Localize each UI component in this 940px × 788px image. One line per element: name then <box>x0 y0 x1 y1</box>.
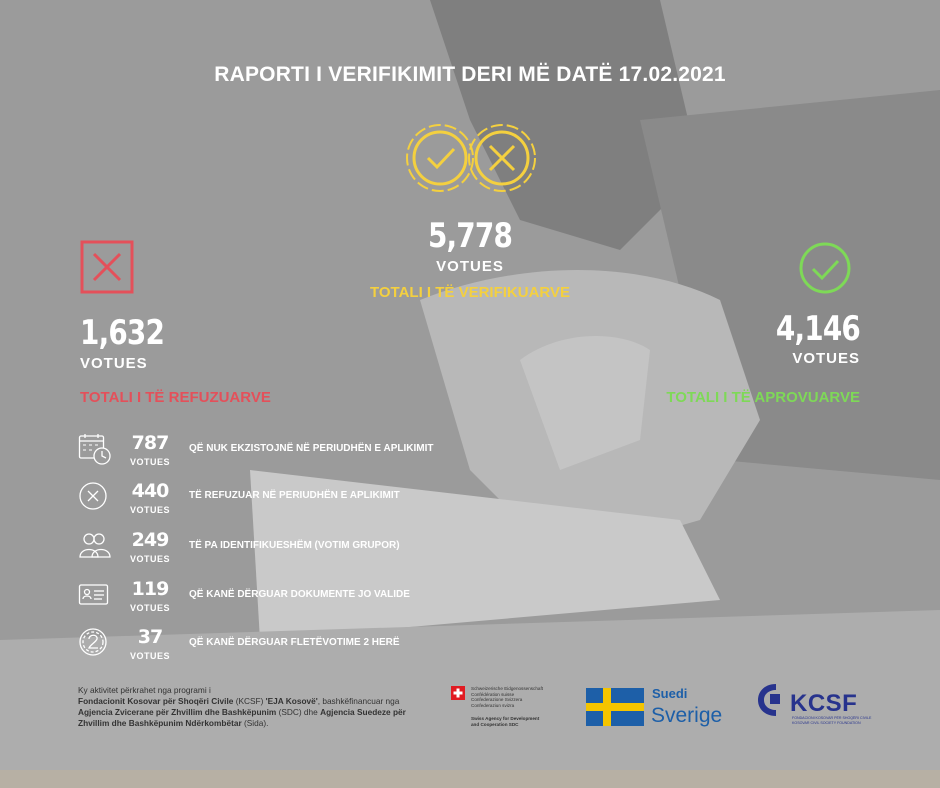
footer-abbr-sdc: (SDC) dhe <box>278 707 318 717</box>
swiss-agency-text <box>471 716 539 727</box>
breakdown-value-0: 787 <box>131 432 169 454</box>
footer-abbr-kcsf: (KCSF) <box>235 696 264 706</box>
footer-org-kcsf: Fondacionit Kosovar për Shoqëri Civile <box>78 696 234 706</box>
breakdown-unit-0: VOTUES <box>129 457 170 467</box>
approved-check-circle-icon <box>797 240 853 296</box>
sida-logo-top: Suedi <box>652 686 688 701</box>
breakdown-text-0: QË NUK EKZISTOJNË NË PERIUDHËN E APLIKIMIT <box>189 443 434 454</box>
breakdown-unit-4: VOTUES <box>129 651 170 661</box>
breakdown-value-4: 37 <box>137 626 163 648</box>
footer-org-sdc: Agjencia Zvicerane për Zhvillim dhe Bashkëpunim <box>78 707 277 717</box>
verified-total-value: 5,778 <box>427 216 513 256</box>
calendar-clock-icon <box>78 432 112 466</box>
breakdown-text-4: QË KANË DËRGUAR FLETËVOTIME 2 HERË <box>189 637 400 648</box>
breakdown-text-3: QË KANË DËRGUAR DOKUMENTE JO VALIDE <box>189 589 410 600</box>
breakdown-unit-1: VOTUES <box>129 505 170 515</box>
breakdown-value-1: 440 <box>131 480 169 502</box>
kcsf-logo-subtext <box>792 716 871 725</box>
swiss-logo-text <box>471 686 543 708</box>
id-card-icon <box>78 579 112 613</box>
sida-logo-bottom: Sverige <box>651 704 723 727</box>
approved-total-label: TOTALI I TË APROVUARVE <box>666 389 860 406</box>
swiss-line-4: Confederaziun svizra <box>471 702 515 708</box>
page-title: RAPORTI I VERIFIKIMIT DERI MË DATË 17.02.2021 <box>214 63 726 86</box>
swiss-agency-line-1: Swiss Agency for Development <box>471 716 540 721</box>
breakdown-text-2: TË PA IDENTIFIKUESHËM (VOTIM GRUPOR) <box>189 540 400 551</box>
footer-abbr-sida: (Sida). <box>243 718 269 728</box>
kcsf-logo-icon <box>758 682 790 718</box>
footer-intro: Ky aktivitet përkrahet nga programi i <box>78 685 211 695</box>
number-two-icon <box>78 627 112 661</box>
approved-total-unit: VOTUES <box>792 350 860 367</box>
footer-program: 'EJA Kosovë' <box>265 696 318 706</box>
breakdown-unit-2: VOTUES <box>129 554 170 564</box>
verified-total-unit: VOTUES <box>436 258 504 275</box>
swiss-line-2: Confédération suisse <box>471 691 515 697</box>
footer-credits <box>78 685 416 729</box>
swiss-line-3: Confederazione Svizzera <box>471 697 523 703</box>
rejected-total-label: TOTALI I TË REFUZUARVE <box>80 389 271 406</box>
kcsf-sub-line-1: FONDACIONI KOSOVAR PËR SHOQËRI CIVILE <box>792 716 872 720</box>
approved-total-value: 4,146 <box>775 309 860 349</box>
footer-org-sida: Agjencia Suedeze për Zhvillim dhe Bashkëpunim Ndërkombëtar <box>78 707 406 728</box>
rejected-x-box-icon <box>80 240 134 294</box>
swedish-flag-icon <box>586 688 644 726</box>
swiss-line-1: Schweizerische Eidgenossenschaft <box>471 686 544 691</box>
breakdown-unit-3: VOTUES <box>129 603 170 613</box>
breakdown-value-3: 119 <box>131 578 169 600</box>
group-icon <box>78 530 112 564</box>
rejected-total-unit: VOTUES <box>80 355 148 372</box>
kcsf-sub-line-2: KOSOVAR CIVIL SOCIETY FOUNDATION <box>792 720 861 725</box>
verified-total-label: TOTALI I TË VERIFIKUARVE <box>369 284 571 301</box>
kcsf-logo-text: KCSF <box>790 690 858 717</box>
breakdown-text-1: TË REFUZUAR NË PERIUDHËN E APLIKIMIT <box>189 490 400 501</box>
check-and-x-icon <box>404 120 538 194</box>
x-circle-icon <box>78 481 112 515</box>
breakdown-value-2: 249 <box>131 529 169 551</box>
swiss-flag-icon <box>451 686 465 700</box>
swiss-agency-line-2: and Cooperation SDC <box>471 721 519 727</box>
footer-cofunded: , bashkëfinancuar nga <box>317 696 400 706</box>
rejected-total-value: 1,632 <box>80 313 165 353</box>
